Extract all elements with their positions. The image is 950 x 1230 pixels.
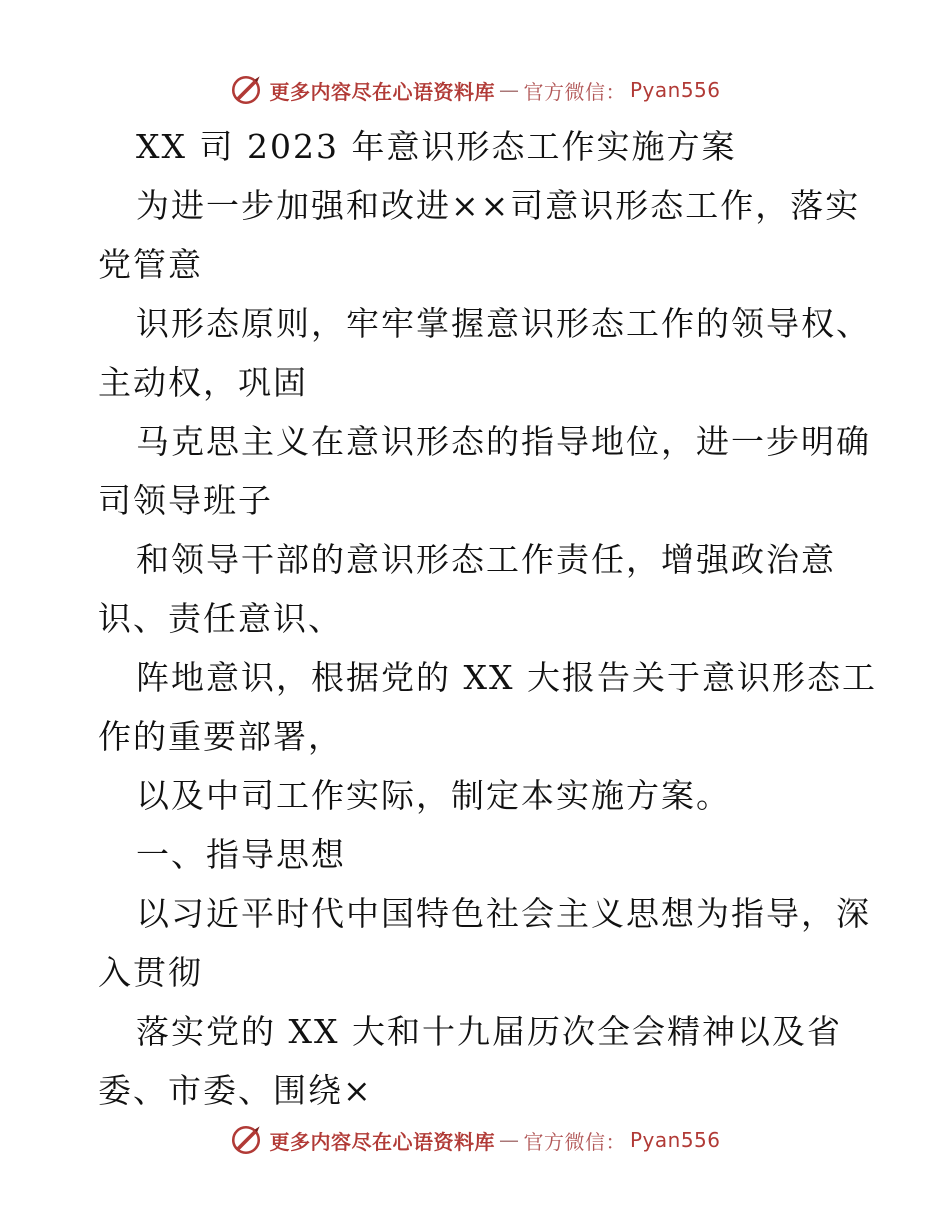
header-watermark-banner: [0, 70, 950, 110]
banner-separator: —: [498, 78, 520, 102]
paragraph-line: 阵地意识，根据党的 XX 大报告关于意识形态工: [136, 658, 877, 697]
paragraph-line: 主动权，巩固: [98, 363, 308, 402]
banner-brand-text: 更多内容尽在心语资料库: [269, 79, 495, 104]
paragraph-line: 司领导班子: [98, 481, 273, 520]
quill-pen-logo-icon: [229, 73, 263, 107]
paragraph-line: 识、责任意识、: [98, 599, 343, 638]
quill-pen-logo-icon: [229, 1123, 263, 1157]
footer-watermark-banner: [0, 1120, 950, 1160]
section-heading: 一、指导思想: [136, 835, 346, 874]
paragraph-line: 党管意: [98, 245, 203, 284]
paragraph-line: 入贯彻: [98, 953, 203, 992]
paragraph-line: 和领导干部的意识形态工作责任，增强政治意: [136, 540, 836, 579]
paragraph-line: 落实党的 XX 大和十九届历次全会精神以及省: [136, 1012, 842, 1051]
document-title: XX 司 2023 年意识形态工作实施方案: [136, 127, 737, 166]
banner-wechat-label: 官方微信：: [523, 79, 626, 104]
banner-brand-text: 更多内容尽在心语资料库: [269, 1129, 495, 1154]
paragraph-line: 马克思主义在意识形态的指导地位，进一步明确: [136, 422, 871, 461]
banner-separator: —: [498, 1128, 520, 1152]
paragraph-line: 以及中司工作实际，制定本实施方案。: [136, 776, 731, 815]
document-body: [98, 117, 877, 1120]
paragraph-line: 为进一步加强和改进××司意识形态工作，落实: [136, 186, 861, 225]
paragraph-line: 作的重要部署，: [98, 717, 343, 756]
banner-wechat-id: Pyan556: [629, 1128, 721, 1152]
paragraph-line: 以习近平时代中国特色社会主义思想为指导，深: [136, 894, 871, 933]
banner-wechat-label: 官方微信：: [523, 1129, 626, 1154]
paragraph-line: 识形态原则，牢牢掌握意识形态工作的领导权、: [136, 304, 871, 343]
paragraph-line: 委、市委、围绕×: [98, 1071, 373, 1110]
banner-wechat-id: Pyan556: [629, 78, 721, 102]
